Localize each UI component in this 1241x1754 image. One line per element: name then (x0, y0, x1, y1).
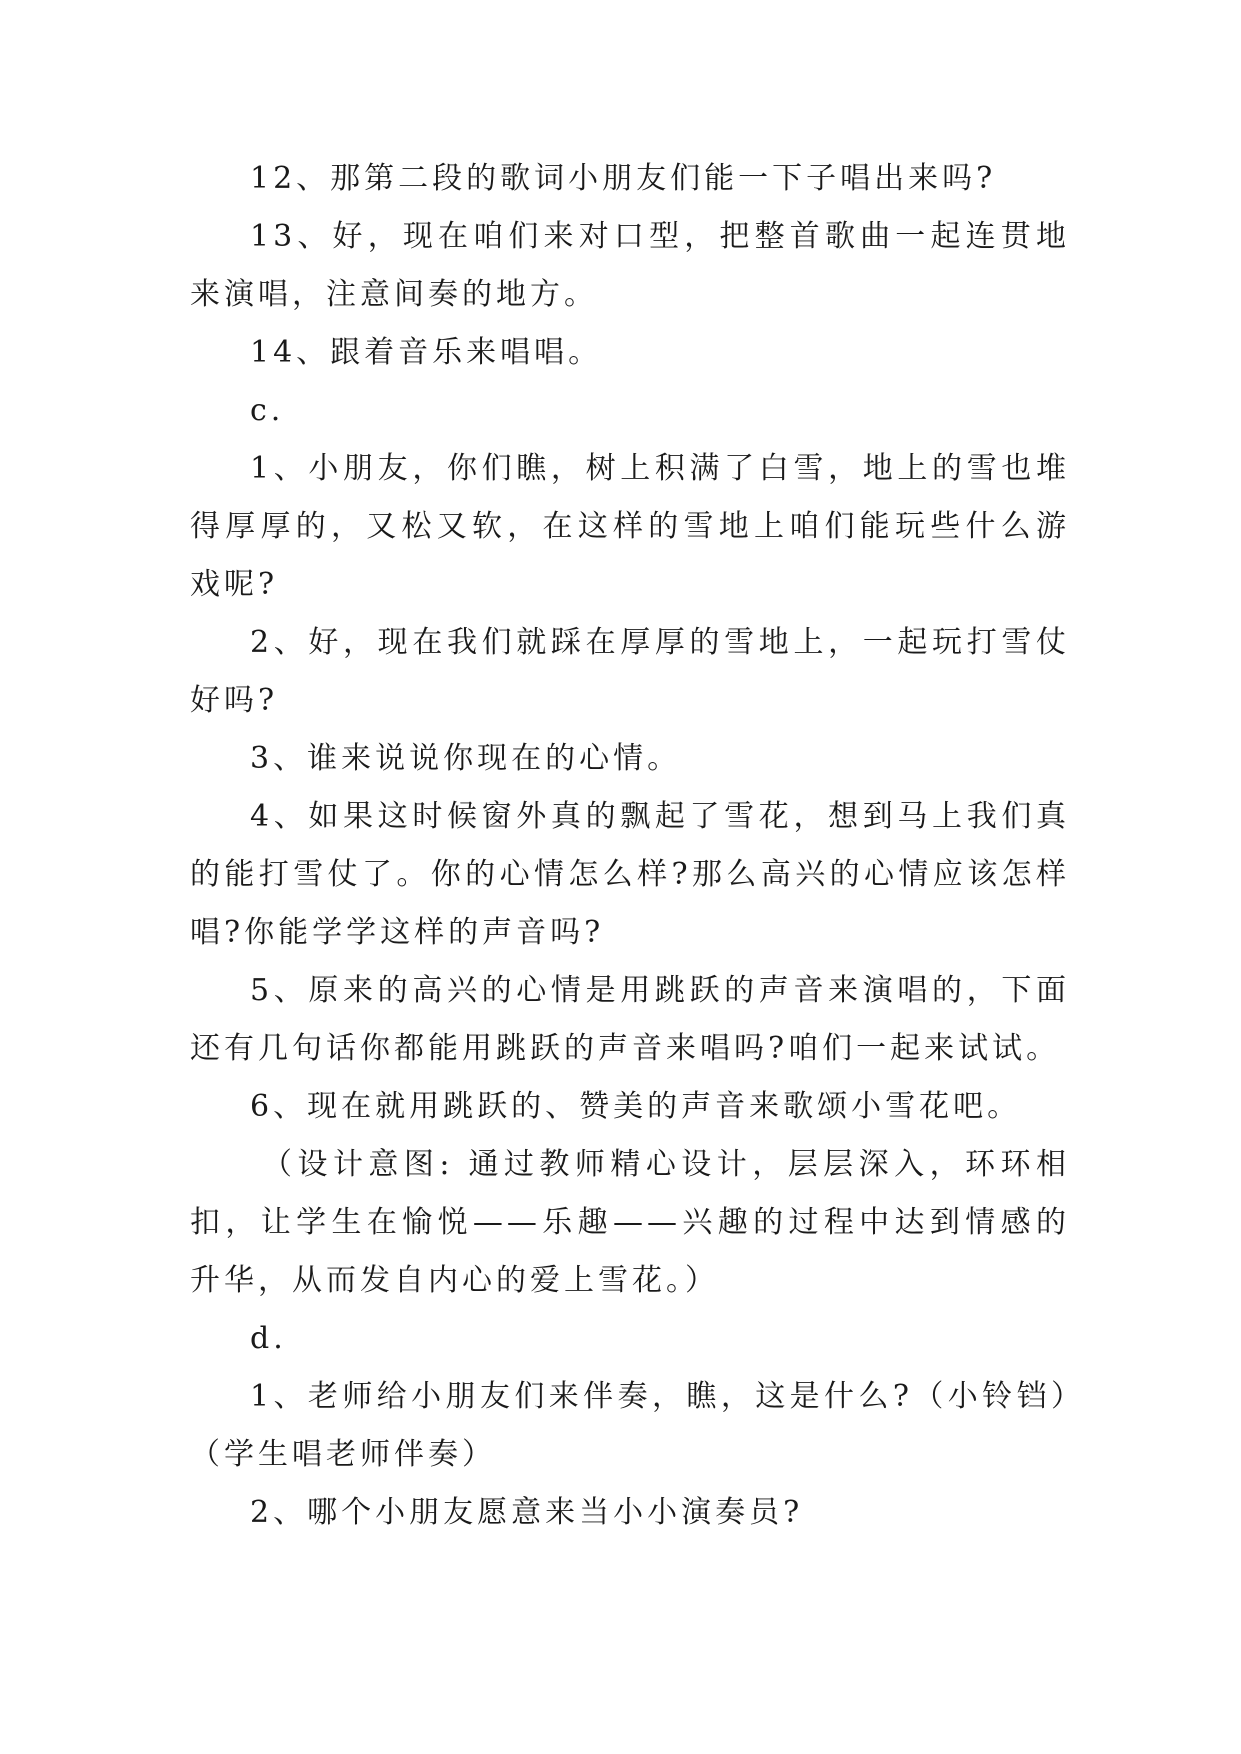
paragraph-step-13: 13、好，现在咱们来对口型，把整首歌曲一起连贯地来演唱，注意间奏的地方。 (190, 219, 1070, 312)
paragraph-c-step-4: 4、如果这时候窗外真的飘起了雪花，想到马上我们真的能打雪仗了。你的心情怎么样?那么高兴的心情应该怎样唱?你能学学这样的声音吗? (190, 799, 1070, 950)
paragraph-d-step-1: 1、老师给小朋友们来伴奏，瞧，这是什么?（小铃铛）（学生唱老师伴奏） (190, 1379, 1070, 1472)
section-heading-c: c. (250, 393, 285, 428)
paragraph-step-12: 12、那第二段的歌词小朋友们能一下子唱出来吗? (250, 161, 997, 196)
paragraph-c-step-3: 3、谁来说说你现在的心情。 (250, 741, 682, 776)
paragraph-c-step-5: 5、原来的高兴的心情是用跳跃的声音来演唱的，下面还有几句话你都能用跳跃的声音来唱吗?咱们一起来试试。 (190, 973, 1070, 1066)
paragraph-c-step-2: 2、好，现在我们就踩在厚厚的雪地上，一起玩打雪仗好吗? (190, 625, 1070, 718)
document-body (190, 150, 1070, 1542)
section-heading-d: d. (250, 1321, 287, 1356)
design-intent-note: （设计意图: 通过教师精心设计，层层深入，环环相扣，让学生在愉悦——乐趣——兴趣的过程中达到情感的升华，从而发自内心的爱上雪花。） (190, 1147, 1070, 1298)
paragraph-c-step-1: 1、小朋友，你们瞧，树上积满了白雪，地上的雪也堆得厚厚的，又松又软，在这样的雪地上咱们能玩些什么游戏呢? (190, 451, 1070, 602)
paragraph-step-14: 14、跟着音乐来唱唱。 (250, 335, 603, 370)
paragraph-c-step-6: 6、现在就用跳跃的、赞美的声音来歌颂小雪花吧。 (250, 1089, 1022, 1124)
paragraph-d-step-2: 2、哪个小朋友愿意来当小小演奏员? (250, 1495, 804, 1530)
